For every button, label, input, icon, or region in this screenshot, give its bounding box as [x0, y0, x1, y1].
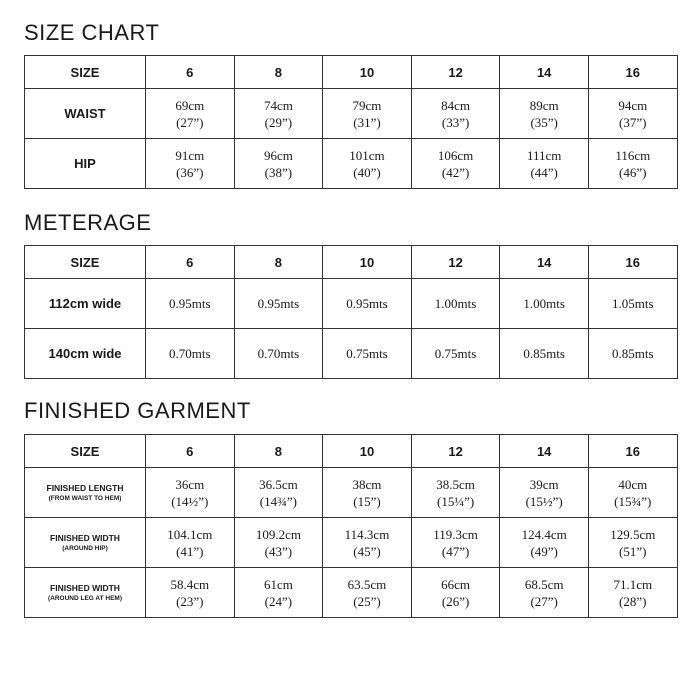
metric-value: 61cm: [263, 576, 293, 592]
table-cell: [500, 468, 589, 518]
metric-value: 129.5cm: [610, 526, 656, 542]
imperial-value: (15¾”): [614, 493, 652, 509]
table-cell: 0.85mts: [500, 329, 589, 379]
row-label-sub: (AROUND HIP): [62, 544, 108, 552]
header-cell: SIZE: [25, 246, 146, 279]
metric-value: 36.5cm: [259, 476, 298, 492]
metric-value: 63.5cm: [347, 576, 387, 592]
metric-value: 96cm: [263, 147, 293, 163]
header-cell: 8: [234, 246, 323, 279]
imperial-value: (40”): [353, 164, 381, 180]
table-cell: [588, 89, 677, 139]
finished-garment-title: FINISHED GARMENT: [24, 398, 251, 423]
table-row: [25, 139, 678, 189]
table-cell: [234, 568, 323, 618]
imperial-value: (27”): [530, 593, 558, 609]
header-cell: SIZE: [25, 435, 146, 468]
size-chart-title: SIZE CHART: [24, 20, 160, 45]
table-cell: [146, 468, 235, 518]
row-label-main: FINISHED LENGTH: [46, 482, 124, 493]
metric-value: 106cm: [437, 147, 474, 163]
metric-value: 38.5cm: [436, 476, 475, 492]
header-cell: 12: [411, 56, 500, 89]
metric-value: 124.4cm: [521, 526, 567, 542]
header-cell: 10: [323, 435, 412, 468]
table-cell: [588, 568, 677, 618]
row-label: 112cm wide: [25, 279, 146, 329]
header-cell: 16: [588, 56, 677, 89]
header-cell: SIZE: [25, 56, 146, 89]
table-cell: [146, 568, 235, 618]
row-label: [25, 568, 146, 618]
header-cell: 6: [146, 435, 235, 468]
header-cell: 14: [500, 435, 589, 468]
size-chart-header-row: [25, 56, 678, 89]
table-cell: 0.95mts: [323, 279, 412, 329]
table-cell: 0.95mts: [234, 279, 323, 329]
table-row: [25, 468, 678, 518]
header-cell: 10: [323, 246, 412, 279]
meterage-header-row: [25, 246, 678, 279]
table-cell: [411, 139, 500, 189]
table-cell: [146, 518, 235, 568]
imperial-value: (36”): [176, 164, 204, 180]
table-cell: 0.75mts: [323, 329, 412, 379]
metric-value: 39cm: [529, 476, 559, 492]
row-label-sub: (FROM WAIST TO HEM): [48, 494, 122, 502]
table-cell: [146, 139, 235, 189]
imperial-value: (24”): [264, 593, 293, 609]
table-cell: 0.85mts: [588, 329, 677, 379]
table-cell: [411, 518, 500, 568]
table-cell: [411, 468, 500, 518]
table-row: [25, 329, 678, 379]
metric-value: 91cm: [175, 147, 205, 163]
header-cell: 12: [411, 246, 500, 279]
header-cell: 6: [146, 56, 235, 89]
table-row: [25, 568, 678, 618]
table-cell: 0.75mts: [411, 329, 500, 379]
imperial-value: (14½”): [171, 493, 209, 509]
finished-garment-header-row: [25, 435, 678, 468]
imperial-value: (41”): [176, 543, 204, 559]
row-label-main: FINISHED WIDTH: [50, 582, 120, 593]
header-cell: 8: [234, 435, 323, 468]
table-row: [25, 279, 678, 329]
table-cell: [323, 89, 412, 139]
header-cell: 6: [146, 246, 235, 279]
metric-value: 36cm: [175, 476, 205, 492]
table-row: [25, 89, 678, 139]
row-label: WAIST: [25, 89, 146, 139]
table-cell: [500, 139, 589, 189]
imperial-value: (44”): [530, 164, 558, 180]
metric-value: 58.4cm: [170, 576, 210, 592]
header-cell: 16: [588, 246, 677, 279]
row-label: [25, 518, 146, 568]
metric-value: 89cm: [529, 97, 559, 113]
imperial-value: (38”): [264, 164, 293, 180]
imperial-value: (47”): [441, 543, 470, 559]
table-cell: [323, 468, 412, 518]
imperial-value: (25”): [353, 593, 381, 609]
table-cell: [323, 568, 412, 618]
table-cell: [323, 139, 412, 189]
imperial-value: (26”): [441, 593, 470, 609]
table-cell: [588, 139, 677, 189]
metric-value: 40cm: [618, 476, 648, 492]
header-cell: 10: [323, 56, 412, 89]
table-cell: 0.70mts: [146, 329, 235, 379]
table-cell: [588, 518, 677, 568]
imperial-value: (15¼”): [436, 493, 475, 509]
imperial-value: (37”): [619, 114, 647, 130]
metric-value: 94cm: [618, 97, 648, 113]
imperial-value: (33”): [441, 114, 470, 130]
metric-value: 71.1cm: [613, 576, 653, 592]
metric-value: 84cm: [441, 97, 471, 113]
table-cell: [234, 89, 323, 139]
imperial-value: (45”): [353, 543, 381, 559]
imperial-value: (42”): [441, 164, 470, 180]
table-cell: [411, 89, 500, 139]
imperial-value: (49”): [530, 543, 558, 559]
table-cell: [588, 468, 677, 518]
table-cell: [500, 568, 589, 618]
meterage-table: [24, 245, 678, 379]
table-row: [25, 518, 678, 568]
header-cell: 14: [500, 246, 589, 279]
metric-value: 66cm: [441, 576, 471, 592]
table-cell: [500, 518, 589, 568]
imperial-value: (28”): [619, 593, 647, 609]
header-cell: 14: [500, 56, 589, 89]
header-cell: 16: [588, 435, 677, 468]
table-cell: [146, 89, 235, 139]
metric-value: 79cm: [352, 97, 382, 113]
metric-value: 68.5cm: [524, 576, 564, 592]
metric-value: 116cm: [615, 147, 651, 163]
table-cell: [234, 468, 323, 518]
table-cell: 0.70mts: [234, 329, 323, 379]
metric-value: 104.1cm: [167, 526, 213, 542]
header-cell: 8: [234, 56, 323, 89]
metric-value: 114.3cm: [344, 526, 390, 542]
table-cell: [500, 89, 589, 139]
imperial-value: (14¾”): [259, 493, 297, 509]
table-cell: 1.00mts: [411, 279, 500, 329]
header-cell: 12: [411, 435, 500, 468]
imperial-value: (46”): [619, 164, 647, 180]
metric-value: 111cm: [526, 147, 562, 163]
imperial-value: (15½”): [525, 493, 563, 509]
metric-value: 119.3cm: [433, 526, 478, 542]
metric-value: 109.2cm: [255, 526, 301, 542]
metric-value: 101cm: [349, 147, 385, 163]
imperial-value: (43”): [264, 543, 293, 559]
table-cell: [234, 139, 323, 189]
metric-value: 69cm: [175, 97, 205, 113]
table-cell: 0.95mts: [146, 279, 235, 329]
imperial-value: (51”): [619, 543, 647, 559]
row-label: [25, 468, 146, 518]
imperial-value: (35”): [530, 114, 558, 130]
imperial-value: (15”): [353, 493, 381, 509]
row-label-sub: (AROUND LEG AT HEM): [47, 594, 123, 602]
table-cell: [323, 518, 412, 568]
imperial-value: (27”): [176, 114, 204, 130]
imperial-value: (29”): [264, 114, 293, 130]
finished-garment-table: [24, 434, 678, 618]
row-label-main: FINISHED WIDTH: [50, 532, 120, 543]
table-cell: 1.05mts: [588, 279, 677, 329]
imperial-value: (31”): [353, 114, 381, 130]
metric-value: 38cm: [352, 476, 382, 492]
table-cell: [411, 568, 500, 618]
metric-value: 74cm: [263, 97, 293, 113]
row-label: 140cm wide: [25, 329, 146, 379]
imperial-value: (23”): [176, 593, 204, 609]
row-label: HIP: [25, 139, 146, 189]
table-cell: [234, 518, 323, 568]
table-cell: 1.00mts: [500, 279, 589, 329]
meterage-title: METERAGE: [24, 210, 152, 235]
size-chart-table: [24, 55, 678, 189]
